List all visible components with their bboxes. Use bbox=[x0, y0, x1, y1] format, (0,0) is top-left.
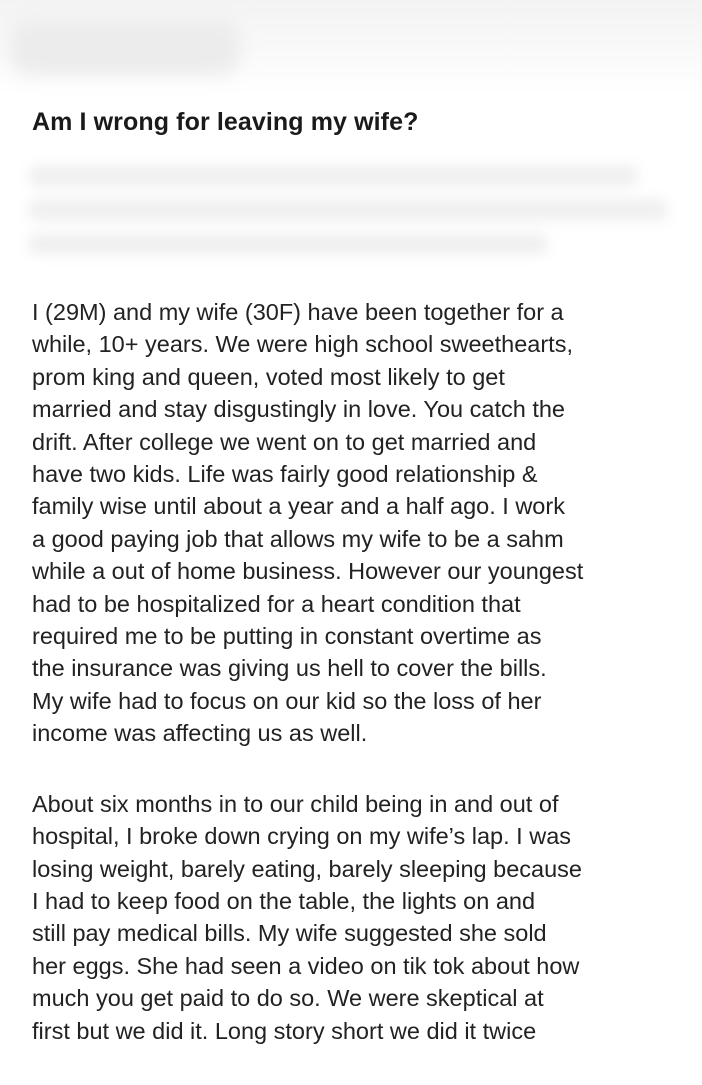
post-title: Am I wrong for leaving my wife? bbox=[32, 108, 419, 136]
post-body bbox=[32, 296, 692, 1085]
blurred-line bbox=[28, 199, 668, 221]
blurred-line bbox=[28, 233, 548, 255]
blurred-header bbox=[0, 0, 702, 95]
post-paragraph-2: About six months in to our child being in and out of hospital, I broke down crying on my wife’s lap. I was losing weight, barely eating, barely sleeping because I had to keep food on the table, the lights on and still pay medical bills. My wife suggested she sold her eggs. She had seen a video on tik tok about how much you get paid to do so. We were skeptical at first but we did it. Long story short we did it twice bbox=[32, 790, 582, 1044]
blurred-subtitle bbox=[28, 165, 668, 265]
blurred-line bbox=[28, 165, 638, 187]
post-paragraph-1: I (29M) and my wife (30F) have been together for a while, 10+ years. We were high school sweethearts, prom king and queen, voted most likely to get married and stay disgustingly in love. You catch the drift. After college we went on to get married and have two kids. Life was fairly good relationship & family wise until about a year and a half ago. I work a good paying job that allows my wife to be a sahm while a out of home business. However our youngest had to be hospitalized for a heart condition that required me to be putting in constant overtime as the insurance was giving us hell to cover the bills. My wife had to focus on our kid so the loss of her income was affecting us as well. bbox=[32, 299, 584, 747]
blurred-header-smudge bbox=[10, 20, 240, 75]
